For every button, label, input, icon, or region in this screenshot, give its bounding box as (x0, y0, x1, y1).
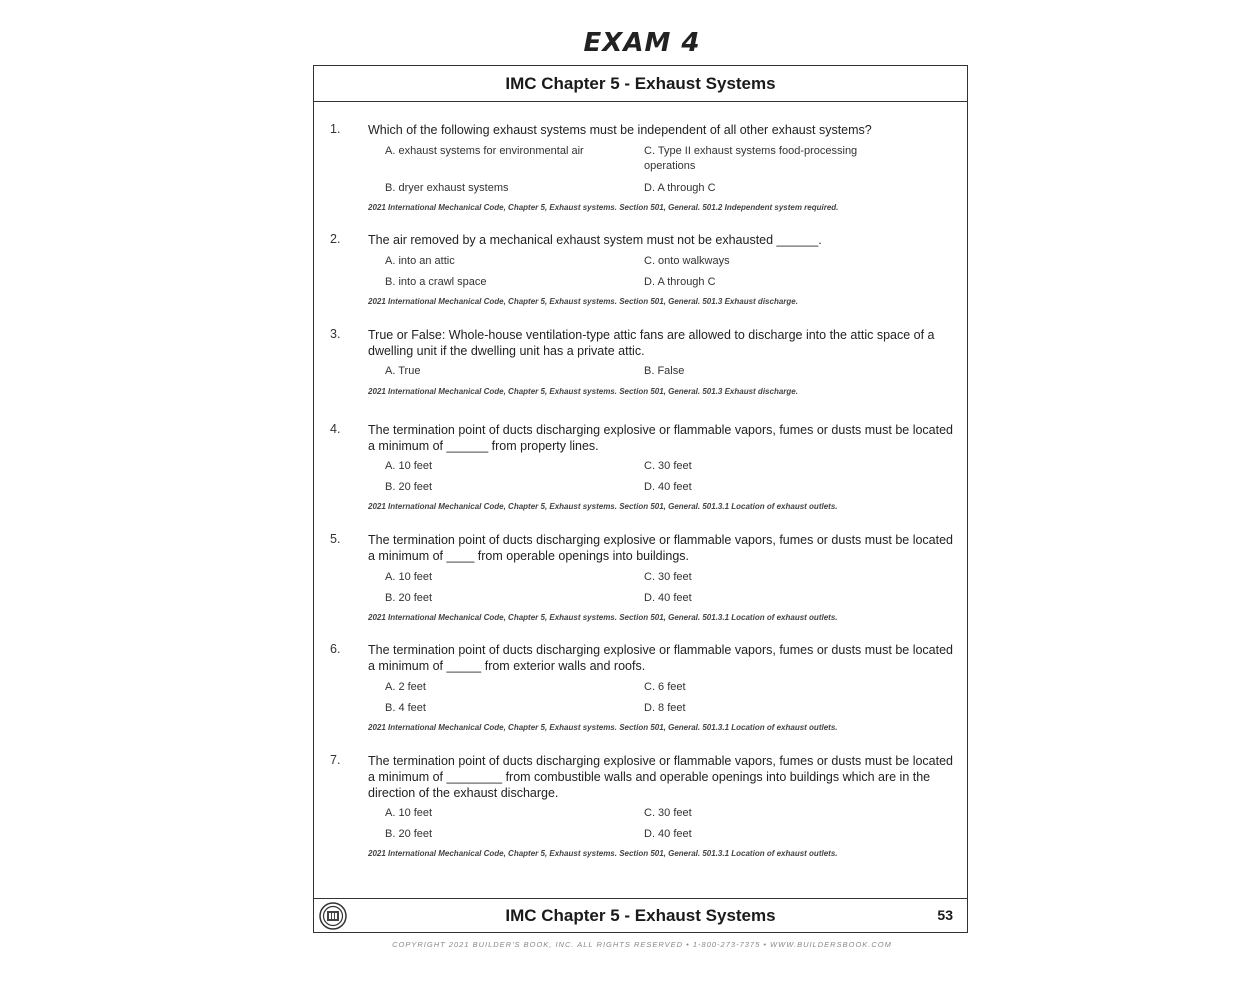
option-c-text: C. Type II exhaust systems food-processing operations (644, 145, 858, 172)
exam-title: EXAM 4 (583, 28, 701, 58)
question-number: 7. (330, 753, 341, 767)
option-c: C. onto walkways (644, 255, 730, 267)
option-b: B. 20 feet (385, 481, 433, 493)
option-d: D. 40 feet (644, 481, 692, 493)
question-number: 5. (330, 532, 341, 546)
option-a: A. 10 feet (385, 807, 433, 819)
option-a: A. 2 feet (385, 681, 426, 693)
option-d: D. 8 feet (644, 702, 686, 714)
code-reference: 2021 International Mechanical Code, Chapter 5, Exhaust systems. Section 501, General. 501.3.1 Location of exhaust outlets. (368, 849, 838, 858)
chapter-header: IMC Chapter 5 - Exhaust Systems (314, 66, 967, 102)
option-d: D. 40 feet (644, 592, 692, 604)
question-number: 4. (330, 422, 341, 436)
question-number: 6. (330, 642, 341, 656)
question-number: 3. (330, 327, 341, 341)
option-b: B. into a crawl space (385, 276, 487, 288)
option-b: B. 20 feet (385, 828, 433, 840)
question-number: 1. (330, 122, 341, 136)
question-text: The termination point of ducts discharging explosive or flammable vapors, fumes or dusts must be located a minimum of ______ from property lines. (368, 423, 954, 453)
question-text: True or False: Whole-house ventilation-type attic fans are allowed to discharge into the attic space of a dwelling unit if the dwelling unit has a private attic. (368, 328, 935, 358)
question-text: The termination point of ducts discharging explosive or flammable vapors, fumes or dusts must be located a minimum of ____ from operable openings into buildings. (368, 533, 954, 563)
option-b: B. 4 feet (385, 702, 426, 714)
question-number: 2. (330, 232, 341, 246)
option-b: B. dryer exhaust systems (385, 182, 509, 194)
option-d: D. A through C (644, 276, 716, 288)
code-reference: 2021 International Mechanical Code, Chapter 5, Exhaust systems. Section 501, General. 501.3 Exhaust discharge. (368, 297, 798, 306)
question-text: The termination point of ducts discharging explosive or flammable vapors, fumes or dusts must be located a minimum of ________ from combustible walls and operable openings into buildings which are in the direction of the exhaust discharge. (368, 754, 954, 800)
option-a: A. 10 feet (385, 571, 433, 583)
code-reference: 2021 International Mechanical Code, Chapter 5, Exhaust systems. Section 501, General. 501.3 Exhaust discharge. (368, 387, 798, 396)
question-text: The air removed by a mechanical exhaust system must not be exhausted ______. (368, 233, 822, 247)
option-a: A. True (385, 365, 421, 377)
option-a: A. into an attic (385, 255, 455, 267)
option-d: D. 40 feet (644, 828, 692, 840)
option-c: C. 30 feet (644, 460, 692, 472)
option-b: B. False (644, 365, 685, 377)
exam-frame (313, 65, 968, 933)
code-reference: 2021 International Mechanical Code, Chapter 5, Exhaust systems. Section 501, General. 501.3.1 Location of exhaust outlets. (368, 502, 838, 511)
code-reference: 2021 International Mechanical Code, Chapter 5, Exhaust systems. Section 501, General. 501.2 Independent system required. (368, 203, 839, 212)
code-reference: 2021 International Mechanical Code, Chapter 5, Exhaust systems. Section 501, General. 501.3.1 Location of exhaust outlets. (368, 613, 838, 622)
option-c: C. 30 feet (644, 807, 692, 819)
option-c: C. 30 feet (644, 571, 692, 583)
question-text: The termination point of ducts discharging explosive or flammable vapors, fumes or dusts must be located a minimum of _____ from exterior walls and roofs. (368, 643, 954, 673)
option-d: D. A through C (644, 182, 716, 194)
copyright-notice: COPYRIGHT 2021 BUILDER'S BOOK, INC. ALL RIGHTS RESERVED • 1-800-273-7375 • WWW.BUILDERSBOOK.COM (392, 940, 892, 949)
option-a: A. exhaust systems for environmental air (385, 145, 584, 157)
option-a: A. 10 feet (385, 460, 433, 472)
page-number: 53 (937, 907, 953, 923)
footer-chapter-title: IMC Chapter 5 - Exhaust Systems (505, 906, 776, 925)
option-c: C. 6 feet (644, 681, 686, 693)
option-c (644, 144, 884, 174)
question-text: Which of the following exhaust systems must be independent of all other exhaust systems? (368, 123, 872, 137)
code-reference: 2021 International Mechanical Code, Chapter 5, Exhaust systems. Section 501, General. 501.3.1 Location of exhaust outlets. (368, 723, 838, 732)
footer-bar (314, 898, 967, 932)
option-b: B. 20 feet (385, 592, 433, 604)
